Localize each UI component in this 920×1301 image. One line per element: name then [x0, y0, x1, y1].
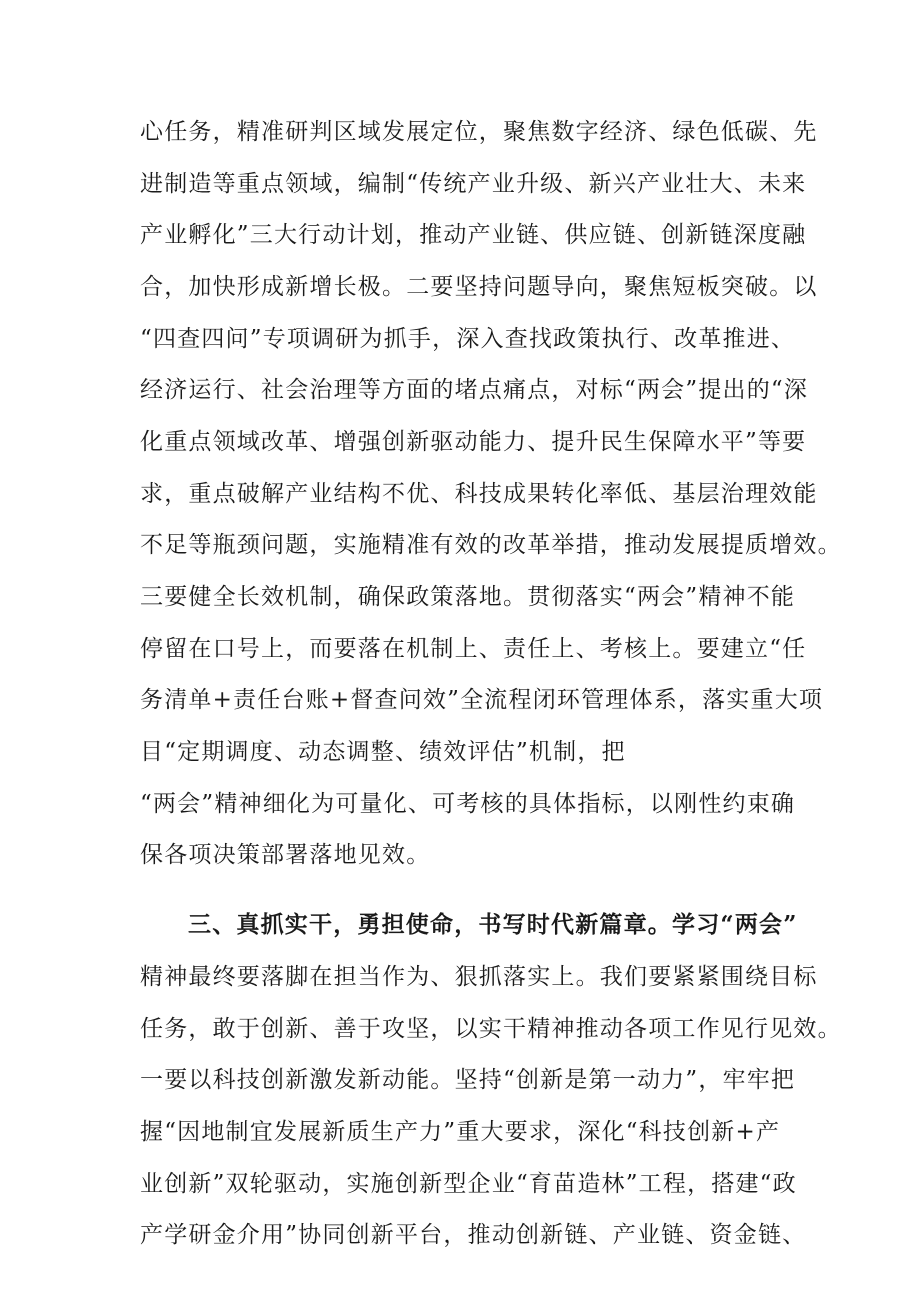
- text-line: “四查四问”专项调研为抓手，深入查找政策执行、改革推进、: [140, 326, 796, 352]
- text-line: 进制造等重点领域，编制“传统产业升级、新兴产业壮大、未来: [140, 171, 807, 197]
- text-line: 任务，敢于创新、善于攻坚，以实干精神推动各项工作见行见效。: [140, 1016, 842, 1042]
- text-line: 三要健全长效机制，确保政策落地。贯彻落实“两会”精神不能: [140, 584, 796, 610]
- text-line: 业创新”双轮驱动，实施创新型企业“育苗造林”工程，搭建“政: [140, 1171, 797, 1197]
- text-line: 心任务，精准研判区域发展定位，聚焦数字经济、绿色低碳、先: [140, 119, 818, 145]
- text-line: 务清单+责任台账+督查问效”全流程闭环管理体系，落实重大项: [140, 687, 824, 713]
- text-line: 不足等瓶颈问题，实施精准有效的改革举措，推动发展提质增效。: [140, 532, 842, 558]
- text-line: 产学研金介用”协同创新平台，推动创新链、产业链、资金链、: [140, 1222, 807, 1248]
- text-line: 一要以科技创新激发新动能。坚持“创新是第一动力”，牢牢把: [140, 1067, 796, 1093]
- text-line: 保各项决策部署落地见效。: [140, 842, 431, 868]
- text-line: 经济运行、社会治理等方面的堵点痛点，对标“两会”提出的“深: [140, 377, 809, 403]
- text-line: 目“定期调度、动态调整、绩效评估”机制，把: [140, 739, 626, 765]
- text-line: 精神最终要落脚在担当作为、狠抓落实上。我们要紧紧围绕目标: [140, 964, 818, 990]
- section-heading: 三、真抓实干，勇担使命，书写时代新篇章。学习“两会”: [188, 911, 798, 938]
- text-line: 化重点领域改革、增强创新驱动能力、提升民生保障水平”等要: [140, 429, 807, 455]
- text-line: 合，加快形成新增长极。二要坚持问题导向，聚焦短板突破。以: [140, 274, 818, 300]
- text-line: 产业孵化”三大行动计划，推动产业链、供应链、创新链深度融: [140, 222, 807, 248]
- text-line: 停留在口号上，而要落在机制上、责任上、考核上。要建立“任: [140, 636, 807, 662]
- text-line: “两会”精神细化为可量化、可考核的具体指标，以刚性约束确: [140, 791, 796, 817]
- text-line: 握“因地制宜发展新质生产力”重大要求，深化“科技创新+产: [140, 1119, 781, 1145]
- text-line: 求，重点破解产业结构不优、科技成果转化率低、基层治理效能: [140, 481, 818, 507]
